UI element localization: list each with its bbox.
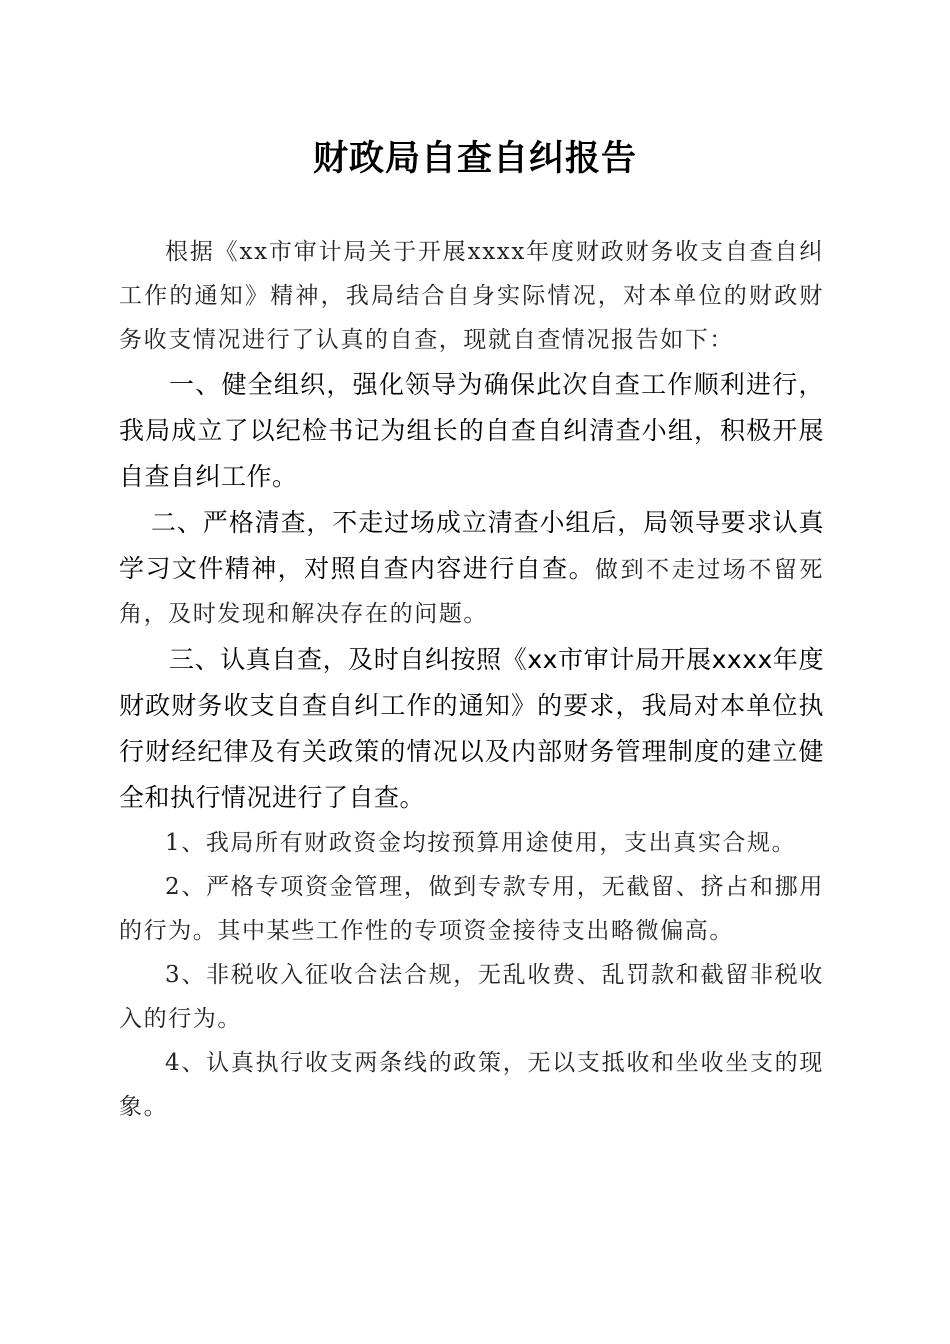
- list-item-3: 3、非税收入征收合法合规，无乱收费、乱罚款和截留非税收入的行为。: [119, 962, 824, 1032]
- document-body: [119, 230, 824, 1129]
- section-2-body-text: 做到不走过场不留死角，及时发现和解决存在的问题。: [119, 557, 824, 627]
- section-2-heading-text: 二、严格清查，不走过场成立清查小组后，局领导要求认真学习文件精神，对照自查内容进行自查。: [119, 508, 824, 583]
- document-title: 财政局自查自纠报告: [312, 138, 637, 179]
- list-item-2: 2、严格专项资金管理，做到专款专用，无截留、挤占和挪用的行为。其中某些工作性的专项资金接待支出略微偏高。: [119, 874, 824, 944]
- section-3-paragraph: 三、认真自查，及时自纠按照《xx市审计局开展xxxx年度财政财务收支自查自纠工作的通知》的要求，我局对本单位执行财经纪律及有关政策的情况以及内部财务管理制度的建立健全和执行情况进行了自查。: [119, 645, 824, 812]
- section-1-paragraph: 一、健全组织，强化领导为确保此次自查工作顺利进行，我局成立了以纪检书记为组长的自查自纠清查小组，积极开展自查自纠工作。: [119, 370, 824, 491]
- section-2-paragraph: [119, 500, 824, 636]
- intro-paragraph: 根据《xx市审计局关于开展xxxx年度财政财务收支自查自纠工作的通知》精神，我局结合自身实际情况，对本单位的财政财务收支情况进行了认真的自查，现就自查情况报告如下：: [119, 239, 824, 353]
- list-item-4: 4、认真执行收支两条线的政策，无以支抵收和坐收坐支的现象。: [119, 1050, 824, 1120]
- list-item-1: 1、我局所有财政资金均按预算用途使用，支出真实合规。: [165, 830, 797, 856]
